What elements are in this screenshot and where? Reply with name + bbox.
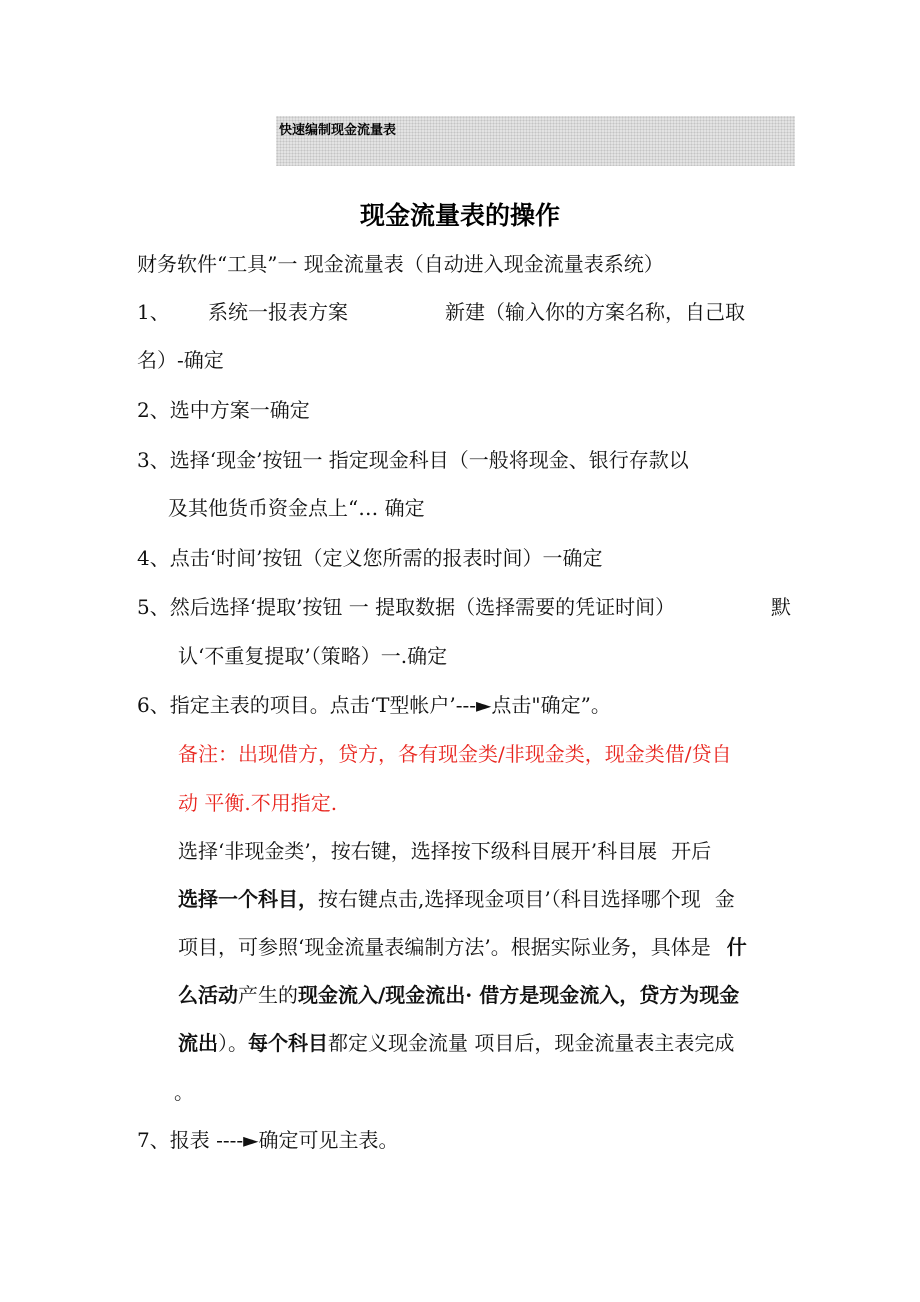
intro-line: 财务软件“工具”一 现金流量表（自动进入现金流量表系统） — [137, 252, 664, 276]
step-1-path: 系统一报表方案 — [208, 300, 348, 324]
header-band — [276, 116, 795, 166]
step-5-line-1: 5、然后选择‘提取’按钮 一 提取数据（选择需要的凭证时间） — [137, 595, 676, 619]
para-line-6: 。 — [174, 1080, 194, 1104]
para-line-5-text-1: ）。 — [218, 1031, 248, 1055]
para-line-4-bold-1: 么活动 — [178, 983, 238, 1007]
step-3-line-2: 及其他货币资金点上“… 确定 — [168, 496, 425, 520]
para-line-4-bold-2: 现金流入/现金流出· 借方是现金流入，贷方为现金 — [298, 983, 740, 1007]
para-line-5 — [178, 1029, 734, 1057]
para-line-5-bold-2: 每个科目 — [248, 1031, 328, 1055]
para-line-2-end: 金 — [714, 887, 735, 911]
step-1-continued: 名）-确定 — [137, 348, 224, 372]
para-line-4-text: 产生的 — [238, 983, 298, 1007]
para-line-4 — [178, 981, 739, 1009]
para-line-1 — [178, 837, 711, 865]
para-line-2-text: 按右键点击,选择现金项目’（科目选择哪个现 — [318, 887, 701, 911]
step-1-new: 新建（输入你的方案名称，自己取 — [445, 300, 745, 324]
para-line-2 — [178, 885, 735, 913]
step-7: 7、报表 ----►确定可见主表。 — [137, 1128, 399, 1152]
para-line-3-bold: 什 — [726, 935, 747, 959]
para-line-5-text-2: 都定义现金流量 项目后，现金流量表主表完成 — [328, 1031, 735, 1055]
header-label: 快速编制现金流量表 — [279, 123, 397, 138]
para-line-1-end: 开后 — [671, 839, 712, 863]
note-line-1: 备注：出现借方，贷方，各有现金类/非现金类，现金类借/贷自 — [178, 742, 732, 766]
step-5-line-1-end: 默 — [771, 595, 791, 619]
para-line-3 — [178, 933, 747, 961]
step-6: 6、指定主表的项目。点击‘T型帐户’---►点击"确定”。 — [137, 693, 611, 717]
para-line-2-bold: 选择一个科目， — [178, 887, 318, 911]
step-2: 2、选中方案一确定 — [137, 398, 310, 422]
note-line-2: 动 平衡.不用指定. — [178, 791, 338, 815]
para-line-1-text: 选择‘非现金类’，按右键，选择按下级科目展开’科目展 — [178, 839, 658, 863]
step-5-line-2: 认‘不重复提取’（策略）一.确定 — [178, 644, 448, 668]
step-4: 4、点击‘时间’按钮（定义您所需的报表时间）一确定 — [137, 546, 603, 570]
step-1-number: 1、 — [137, 300, 170, 324]
para-line-5-bold-1: 流出 — [178, 1031, 218, 1055]
para-line-3-text: 项目，可参照‘现金流量表编制方法’。根据实际业务，具体是 — [178, 935, 711, 959]
document-title: 现金流量表的操作 — [359, 201, 560, 230]
step-3-line-1: 3、选择‘现金’按钮一 指定现金科目（一般将现金、银行存款以 — [137, 448, 689, 472]
